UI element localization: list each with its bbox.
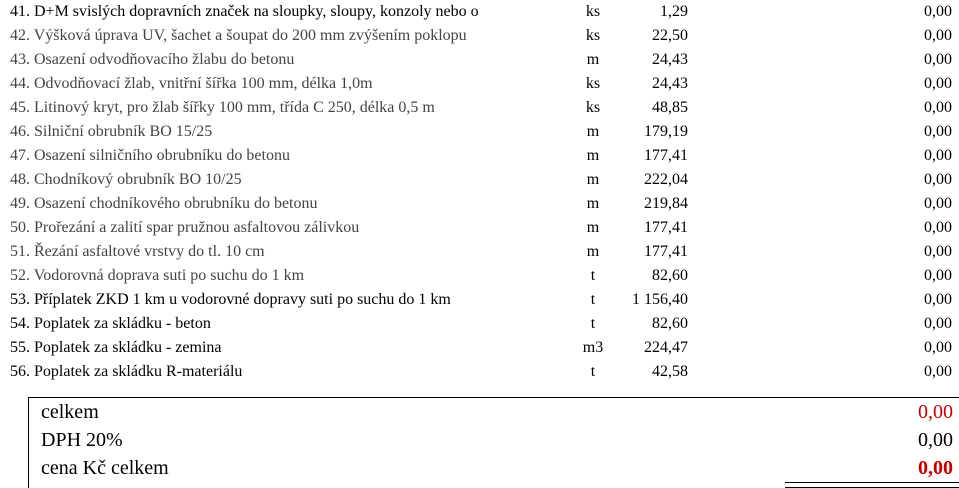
item-price: 0,00 xyxy=(924,123,952,140)
table-row xyxy=(0,288,959,312)
item-price: 0,00 xyxy=(924,267,952,284)
table-row xyxy=(0,48,959,72)
item-price: 0,00 xyxy=(924,147,952,164)
item-description: 56. Poplatek za skládku R-materiálu xyxy=(10,363,243,380)
table-row xyxy=(0,336,959,360)
item-quantity: 179,19 xyxy=(644,123,688,140)
item-unit: ks xyxy=(585,3,601,20)
table-row xyxy=(0,24,959,48)
item-unit: m xyxy=(586,195,600,212)
item-unit: t xyxy=(590,363,596,380)
item-price: 0,00 xyxy=(924,75,952,92)
table-row xyxy=(0,264,959,288)
item-quantity: 177,41 xyxy=(644,219,688,236)
item-quantity: 219,84 xyxy=(644,195,688,212)
item-price: 0,00 xyxy=(924,195,952,212)
item-price: 0,00 xyxy=(924,363,952,380)
item-unit: m3 xyxy=(582,339,604,356)
item-price: 0,00 xyxy=(924,171,952,188)
item-quantity: 48,85 xyxy=(652,99,688,116)
item-quantity: 24,43 xyxy=(652,51,688,68)
item-quantity: 22,50 xyxy=(652,27,688,44)
item-quantity: 82,60 xyxy=(652,315,688,332)
table-row xyxy=(0,360,959,384)
table-row xyxy=(0,72,959,96)
item-unit: m xyxy=(586,243,600,260)
item-quantity: 177,41 xyxy=(644,147,688,164)
item-quantity: 1,29 xyxy=(660,3,688,20)
item-description: 55. Poplatek za skládku - zemina xyxy=(10,339,222,356)
table-row xyxy=(0,240,959,264)
item-quantity: 82,60 xyxy=(652,267,688,284)
item-description: 51. Řezání asfaltové vrstvy do tl. 10 cm xyxy=(10,243,265,260)
vat-label: DPH 20% xyxy=(41,429,123,451)
vat-row xyxy=(29,426,959,454)
item-unit: m xyxy=(586,123,600,140)
item-unit: m xyxy=(586,51,600,68)
item-quantity: 177,41 xyxy=(644,243,688,260)
item-price: 0,00 xyxy=(924,3,952,20)
item-unit: t xyxy=(590,291,596,308)
item-description: 52. Vodorovná doprava suti po suchu do 1 km xyxy=(10,267,305,284)
item-description: 42. Výšková úprava UV, šachet a šoupat do 200 mm zvýšením poklopu xyxy=(10,27,467,44)
table-row xyxy=(0,312,959,336)
table-row xyxy=(0,120,959,144)
item-price: 0,00 xyxy=(924,339,952,356)
item-description: 54. Poplatek za skládku - beton xyxy=(10,315,211,332)
subtotal-label: celkem xyxy=(41,401,99,423)
item-unit: ks xyxy=(585,27,601,44)
item-description: 50. Prořezání a zalití spar pružnou asfaltovou zálivkou xyxy=(10,219,360,236)
item-description: 49. Osazení chodníkového obrubníku do betonu xyxy=(10,195,318,212)
item-unit: m xyxy=(586,171,600,188)
grand-total-row xyxy=(29,454,959,482)
item-quantity: 1 156,40 xyxy=(632,291,688,308)
item-price: 0,00 xyxy=(924,99,952,116)
grand-total-label: cena Kč celkem xyxy=(41,457,169,479)
subtotal-row xyxy=(29,398,959,426)
double-underline xyxy=(785,482,959,488)
item-quantity: 222,04 xyxy=(644,171,688,188)
item-unit: m xyxy=(586,219,600,236)
item-description: 47. Osazení silničního obrubníku do betonu xyxy=(10,147,290,164)
table-row xyxy=(0,192,959,216)
item-unit: m xyxy=(586,147,600,164)
totals-box xyxy=(28,397,959,488)
item-description: 44. Odvodňovací žlab, vnitřní šířka 100 mm, délka 1,0m xyxy=(10,75,373,92)
item-unit: t xyxy=(590,267,596,284)
subtotal-value: 0,00 xyxy=(918,401,953,423)
item-quantity: 42,58 xyxy=(652,363,688,380)
item-description: 53. Příplatek ZKD 1 km u vodorovné dopravy suti po suchu do 1 km xyxy=(10,291,451,308)
vat-value: 0,00 xyxy=(918,429,953,451)
item-unit: ks xyxy=(585,75,601,92)
grand-total-value: 0,00 xyxy=(918,457,953,479)
item-unit: ks xyxy=(585,99,601,116)
table-row xyxy=(0,96,959,120)
item-price: 0,00 xyxy=(924,51,952,68)
item-price: 0,00 xyxy=(924,27,952,44)
item-unit: t xyxy=(590,315,596,332)
table-row xyxy=(0,144,959,168)
item-description: 46. Silniční obrubník BO 15/25 xyxy=(10,123,213,140)
table-row xyxy=(0,0,959,24)
item-description: 43. Osazení odvodňovacího žlabu do betonu xyxy=(10,51,295,68)
item-price: 0,00 xyxy=(924,243,952,260)
item-quantity: 224,47 xyxy=(644,339,688,356)
item-description: 48. Chodníkový obrubník BO 10/25 xyxy=(10,171,242,188)
item-description: 45. Litinový kryt, pro žlab šířky 100 mm, třída C 250, délka 0,5 m xyxy=(10,99,435,116)
item-price: 0,00 xyxy=(924,219,952,236)
item-description: 41. D+M svislých dopravních značek na sloupky, sloupy, konzoly nebo o xyxy=(10,3,479,20)
item-price: 0,00 xyxy=(924,315,952,332)
item-quantity: 24,43 xyxy=(652,75,688,92)
table-row xyxy=(0,216,959,240)
table-row xyxy=(0,168,959,192)
item-price: 0,00 xyxy=(924,291,952,308)
